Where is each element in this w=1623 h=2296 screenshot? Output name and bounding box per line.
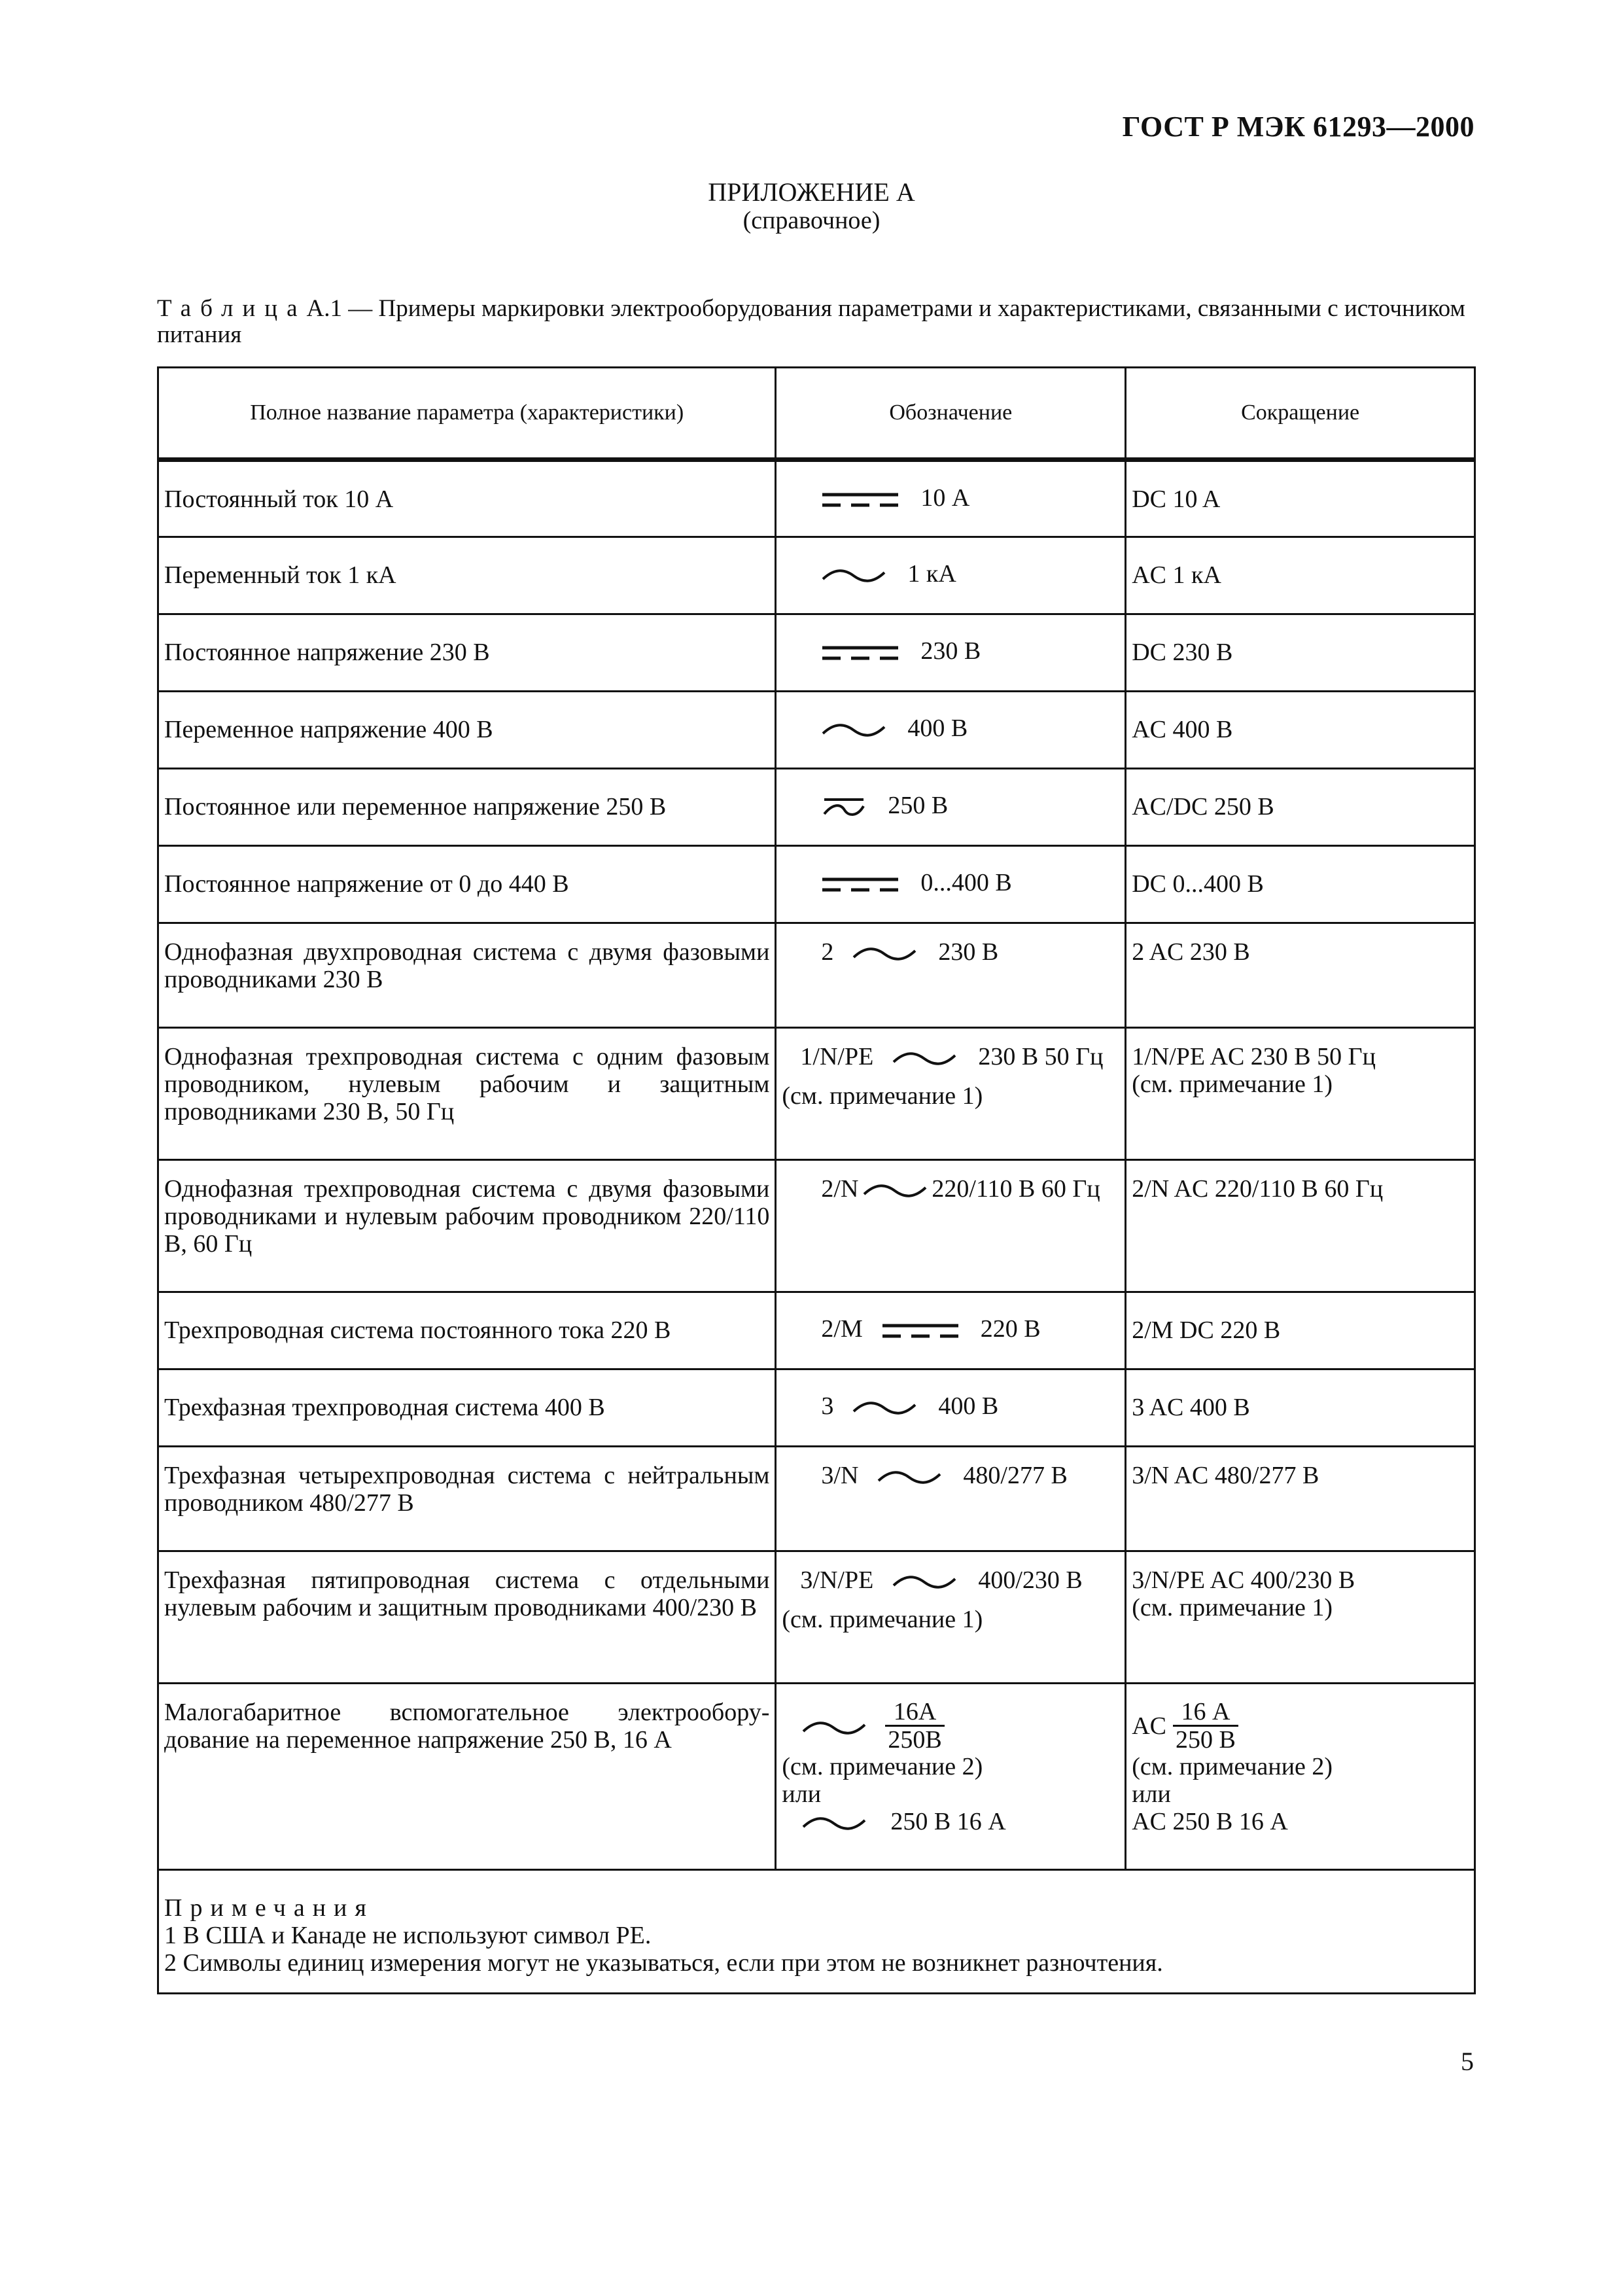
designation-cell: [776, 1292, 1126, 1369]
table-row: [158, 769, 1475, 846]
fraction-denominator: 250 В: [1176, 1726, 1236, 1754]
abbreviation-value: AC 400 В: [1132, 716, 1233, 743]
abbreviation-cell: [1126, 692, 1475, 769]
abbreviation-cell: [1126, 846, 1475, 923]
table-row: [158, 846, 1475, 923]
designation-prefix: 2: [821, 938, 834, 966]
abbreviation-or: или: [1132, 1780, 1171, 1808]
designation-prefix: 3/N: [821, 1462, 859, 1489]
abbreviation-value: AC/DC 250 В: [1132, 793, 1274, 821]
abbreviation-value: 2/M DC 220 В: [1132, 1316, 1281, 1344]
designation-value: 480/277 В: [963, 1462, 1068, 1489]
designation-cell: [776, 1551, 1126, 1684]
abbreviation-note: (см. примечание 2): [1132, 1753, 1333, 1780]
designation-fraction: [885, 1699, 944, 1753]
ac-icon: [852, 938, 917, 966]
designation-cell: [776, 614, 1126, 692]
designation-cell: [776, 769, 1126, 846]
designation-value: 400/230 В: [978, 1566, 1083, 1594]
designation-value: 220 В: [980, 1315, 1041, 1343]
designation-value: 1 кА: [907, 560, 956, 588]
designation-line: [782, 1566, 1119, 1594]
notes-title: Примечания: [164, 1894, 374, 1922]
designation-line: [782, 938, 1119, 966]
header-full-name: Полное название параметра (характеристики): [158, 368, 776, 460]
note-2: 2 Символы единиц измерения могут не указываться, если при этом не возникнет разночтения.: [164, 1949, 1163, 1977]
parameter-name: Постоянное напряжение 230 В: [158, 614, 776, 692]
parameter-name: Однофазная двухпроводная система с двумя фазовыми проводниками 230 В: [158, 923, 776, 1028]
designation-cell: [776, 1028, 1126, 1160]
designation-value: 400 В: [938, 1392, 999, 1420]
abbreviation-cell: [1126, 1160, 1475, 1292]
dc-icon: [821, 869, 899, 896]
abbreviation-cell: [1126, 769, 1475, 846]
dc-icon: [881, 1315, 960, 1343]
table-row: [158, 537, 1475, 614]
table-row: [158, 1028, 1475, 1160]
abbreviation-cell: [1126, 460, 1475, 537]
designation-alt-value: 250 В 16 А: [890, 1808, 1006, 1835]
abbreviation-note: (см. примечание 1): [1132, 1070, 1333, 1098]
ac-icon: [801, 1712, 867, 1740]
abbreviation-cell: [1126, 1028, 1475, 1160]
ac-icon: [862, 1175, 928, 1203]
designation-prefix: 3: [821, 1392, 834, 1420]
designation-line: [782, 1462, 1119, 1489]
designation-value: 250 В: [888, 792, 949, 820]
page-number: 5: [1461, 2047, 1474, 2076]
designation-cell: [776, 1684, 1126, 1870]
caption-label: Таблица: [157, 295, 307, 322]
designation-or: или: [782, 1780, 822, 1808]
table-row: [158, 923, 1475, 1028]
abbreviation-cell: [1126, 1551, 1475, 1684]
designation-line: [782, 1043, 1119, 1070]
marking-table: [157, 366, 1476, 1994]
designation-cell: [776, 1160, 1126, 1292]
abbreviation-value: 2/N AC 220/110 В 60 Гц: [1132, 1175, 1384, 1203]
abbreviation-cell: [1126, 1292, 1475, 1369]
designation-prefix: 1/N/PE: [800, 1043, 874, 1070]
abbreviation-value: DC 0...400 В: [1132, 870, 1264, 898]
parameter-name: Трехфазная трехпроводная система 400 В: [158, 1369, 776, 1447]
parameter-name: Постоянное или переменное напряжение 250 В: [158, 769, 776, 846]
abbreviation-value: DC 230 В: [1132, 639, 1233, 666]
parameter-name: Постоянное напряжение от 0 до 440 В: [158, 846, 776, 923]
abbreviation-value: DC 10 A: [1132, 486, 1221, 513]
table-row: [158, 1292, 1475, 1369]
designation-prefix: 2/M: [821, 1315, 863, 1343]
table-row: [158, 614, 1475, 692]
abbreviation-value: 3/N/PE AC 400/230 В: [1132, 1566, 1355, 1594]
abbreviation-value: 3/N AC 480/277 В: [1132, 1462, 1319, 1489]
fraction-numerator: 16А: [885, 1699, 944, 1727]
parameter-name: Трехпроводная система постоянного тока 220 В: [158, 1292, 776, 1369]
designation-line: [782, 484, 1119, 512]
designation-line: [782, 637, 1119, 665]
designation-cell: [776, 846, 1126, 923]
table-row: [158, 1369, 1475, 1447]
notes-cell: [158, 1870, 1475, 1994]
table-caption: [157, 296, 1478, 348]
note-1: 1 В США и Канаде не используют символ PE.: [164, 1922, 652, 1949]
designation-cell: [776, 692, 1126, 769]
designation-value: 230 В 50 Гц: [978, 1043, 1104, 1070]
designation-cell: [776, 923, 1126, 1028]
ac-icon: [892, 1566, 957, 1594]
abbreviation-fraction: [1173, 1699, 1238, 1753]
ac-dc-icon: [821, 792, 867, 819]
document-code: ГОСТ Р МЭК 61293—2000: [1122, 111, 1475, 143]
abbreviation-line: [1132, 1699, 1469, 1753]
parameter-name: Трехфазная пятипроводная система с отдельными нулевым рабочим и защитным проводниками 400/230 В: [158, 1551, 776, 1684]
ac-icon: [801, 1808, 867, 1835]
designation-prefix: 3/N/PE: [800, 1566, 874, 1594]
ac-icon: [821, 715, 886, 742]
designation-note: (см. примечание 1): [782, 1082, 983, 1110]
header-abbreviation: Сокращение: [1126, 368, 1475, 460]
abbreviation-prefix: AC: [1132, 1712, 1166, 1740]
designation-cell: [776, 460, 1126, 537]
designation-value: 230 В: [938, 938, 999, 966]
parameter-name: Переменный ток 1 кА: [158, 537, 776, 614]
table-row: [158, 1684, 1475, 1870]
designation-value: 400 В: [907, 715, 968, 742]
designation-cell: [776, 1369, 1126, 1447]
designation-line: [782, 1315, 1119, 1343]
table-row: [158, 1160, 1475, 1292]
abbreviation-cell: [1126, 537, 1475, 614]
fraction-denominator: 250В: [888, 1726, 942, 1754]
ac-icon: [892, 1043, 957, 1070]
ac-icon: [852, 1392, 917, 1420]
abbreviation-cell: [1126, 923, 1475, 1028]
designation-note: (см. примечание 1): [782, 1606, 983, 1633]
abbreviation-note: (см. примечание 1): [1132, 1594, 1333, 1621]
abbreviation-alt: AC 250 В 16 А: [1132, 1808, 1288, 1835]
abbreviation-cell: [1126, 1447, 1475, 1551]
abbreviation-value: AC 1 кА: [1132, 561, 1221, 589]
table-row: [158, 460, 1475, 537]
parameter-name: Переменное напряжение 400 В: [158, 692, 776, 769]
table-row: [158, 692, 1475, 769]
designation-value: 230 В: [920, 637, 981, 665]
fraction-numerator: 16 А: [1173, 1699, 1238, 1727]
parameter-name: Трехфазная четырехпроводная система с нейтральным проводником 480/277 В: [158, 1447, 776, 1551]
abbreviation-cell: [1126, 1684, 1475, 1870]
parameter-name: Однофазная трехпроводная система с одним фазовым проводником, нулевым рабочим и защитным проводниками 230 В, 50 Гц: [158, 1028, 776, 1160]
designation-line: [782, 792, 1119, 819]
parameter-name: Однофазная трехпроводная система с двумя фазовыми проводниками и нулевым рабочим проводником 220/110 В, 60 Гц: [158, 1160, 776, 1292]
caption-number: А.1: [306, 295, 342, 322]
designation-line: [782, 715, 1119, 742]
designation-note: (см. примечание 2): [782, 1753, 983, 1780]
designation-cell: [776, 537, 1126, 614]
parameter-name: Малогабаритное вспомогательное электрообору-дование на переменное напряжение 250 В, 16 А: [158, 1684, 776, 1870]
abbreviation-cell: [1126, 614, 1475, 692]
designation-value: 10 А: [920, 484, 970, 512]
abbreviation-value: 3 AC 400 В: [1132, 1394, 1250, 1421]
designation-line: [782, 560, 1119, 588]
designation-line: [782, 1699, 1119, 1753]
designation-line: [782, 1175, 1119, 1203]
abbreviation-value: 1/N/PE AC 230 В 50 Гц: [1132, 1043, 1376, 1070]
designation-prefix: 2/N: [821, 1175, 859, 1203]
designation-cell: [776, 1447, 1126, 1551]
parameter-name: Постоянный ток 10 А: [158, 460, 776, 537]
designation-value: 220/110 В 60 Гц: [932, 1175, 1100, 1203]
table-row: [158, 1447, 1475, 1551]
appendix-title: ПРИЛОЖЕНИЕ А: [708, 177, 915, 207]
dc-icon: [821, 637, 899, 665]
designation-alt-line: [782, 1808, 1119, 1835]
designation-line: [782, 1392, 1119, 1420]
table-row: [158, 1551, 1475, 1684]
designation-line: [782, 869, 1119, 896]
ac-icon: [821, 560, 886, 588]
dc-icon: [821, 484, 899, 512]
designation-value: 0...400 В: [920, 869, 1012, 896]
table-header-row: [158, 368, 1475, 460]
caption-text: — Примеры маркировки электрооборудования параметрами и характеристиками, связанными с источником питания: [157, 295, 1465, 348]
notes-row: [158, 1870, 1475, 1994]
appendix-subtitle: (справочное): [742, 207, 881, 234]
header-designation: Обозначение: [776, 368, 1126, 460]
abbreviation-value: 2 AC 230 В: [1132, 938, 1250, 966]
abbreviation-cell: [1126, 1369, 1475, 1447]
ac-icon: [877, 1462, 942, 1489]
